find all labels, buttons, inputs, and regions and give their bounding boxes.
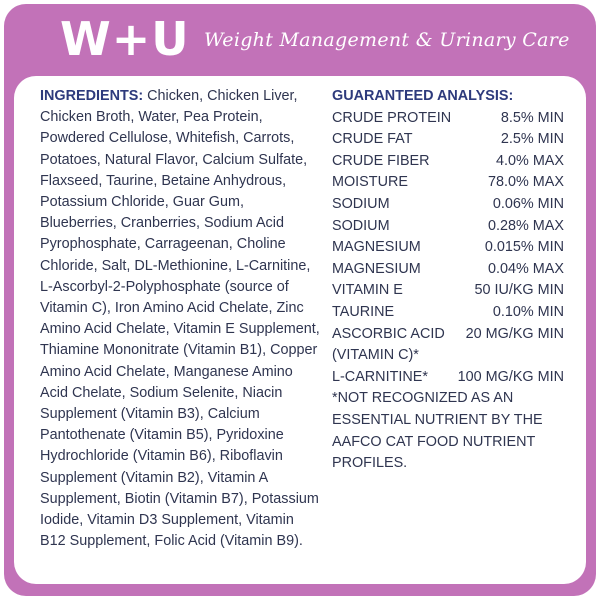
nutrient-value: 0.06% MIN (492, 195, 564, 212)
nutrient-value: 2.5% MIN (500, 131, 564, 148)
analysis-heading: GUARANTEED ANALYSIS: (332, 88, 514, 104)
ingredients-block (40, 86, 320, 552)
nutrient-value: 50 IU/KG MIN (474, 282, 564, 299)
nutrient-name: L-CARNITINE* (332, 368, 428, 385)
analysis-row (332, 172, 564, 194)
analysis-row (332, 237, 564, 259)
nutrient-name: (VITAMIN C)* (332, 347, 419, 364)
nutrient-value: 20 MG/KG MIN (465, 325, 564, 342)
nutrient-name: TAURINE (332, 303, 395, 320)
nutrient-value: 0.015% MIN (484, 239, 564, 256)
analysis-row (332, 259, 564, 281)
nutrient-name: MOISTURE (332, 174, 408, 191)
nutrient-name: CRUDE FAT (332, 131, 413, 148)
tagline: Weight Management & Urinary Care (204, 29, 570, 51)
nutrient-name: SODIUM (332, 195, 390, 212)
nutrient-name: MAGNESIUM (332, 239, 421, 256)
nutrient-value: 0.28% MAX (488, 217, 564, 234)
nutrient-value: 78.0% MAX (488, 174, 564, 191)
nutrient-name: VITAMIN E (332, 282, 403, 299)
nutrient-value: 4.0% MAX (496, 152, 564, 169)
content-panel (14, 76, 586, 584)
analysis-row (332, 129, 564, 151)
nutrient-name: SODIUM (332, 217, 390, 234)
nutrient-name: CRUDE FIBER (332, 152, 430, 169)
analysis-row (332, 367, 564, 389)
nutrient-name: ASCORBIC ACID (332, 325, 445, 342)
nutrient-value: 100 MG/KG MIN (457, 368, 564, 385)
nutrient-value: 8.5% MIN (500, 109, 564, 126)
nutrient-name: MAGNESIUM (332, 260, 421, 277)
guaranteed-analysis-block (332, 86, 564, 475)
analysis-footnote: *NOT RECOGNIZED AS AN ESSENTIAL NUTRIENT BY THE AAFCO CAT FOOD NUTRIENT PROFILES. (332, 390, 543, 472)
analysis-row (332, 151, 564, 173)
analysis-row (332, 345, 564, 367)
nutrient-name: CRUDE PROTEIN (332, 109, 452, 126)
ingredients-heading: INGREDIENTS: (40, 88, 144, 104)
analysis-row (332, 280, 564, 302)
analysis-row (332, 324, 564, 346)
brand-logo: W+U (60, 12, 190, 66)
header (4, 4, 596, 80)
nutrient-value: 0.10% MIN (492, 303, 564, 320)
nutrient-value: 0.04% MAX (488, 260, 564, 277)
analysis-row (332, 216, 564, 238)
ingredients-text: Chicken, Chicken Liver, Chicken Broth, Water, Pea Protein, Powdered Cellulose, Whitefish, Carrots, Potatoes, Natural Flavor, Calcium Sulfate, Flaxseed, Taurine, Betaine Anhydrous, Potassium Chloride, Guar Gum, Blueberries, Cranberries, Sodium Acid Pyrophosphate, Carrageenan, Choline Chloride, Salt, DL-Methionine, L-Carnitine, L-Ascorbyl-2-Polyphosphate (source of Vitamin C), Iron Amino Acid Chelate, Zinc Amino Acid Chelate, Vitamin E Supplement, Thiamine Mononitrate (Vitamin B1), Copper Amino Acid Chelate, Manganese Amino Acid Chelate, Sodium Selenite, Niacin Supplement (Vitamin B3), Calcium Pantothenate (Vitamin B5), Pyridoxine Hydrochloride (Vitamin B6), Riboflavin Supplement (Vitamin B2), Vitamin A Supplement, Biotin (Vitamin B7), Potassium Iodide, Vitamin D3 Supplement, Vitamin B12 Supplement, Folic Acid (Vitamin B9). (40, 88, 320, 550)
label-frame (4, 4, 596, 596)
analysis-row (332, 302, 564, 324)
analysis-row (332, 108, 564, 130)
analysis-table (332, 108, 564, 389)
analysis-row (332, 194, 564, 216)
